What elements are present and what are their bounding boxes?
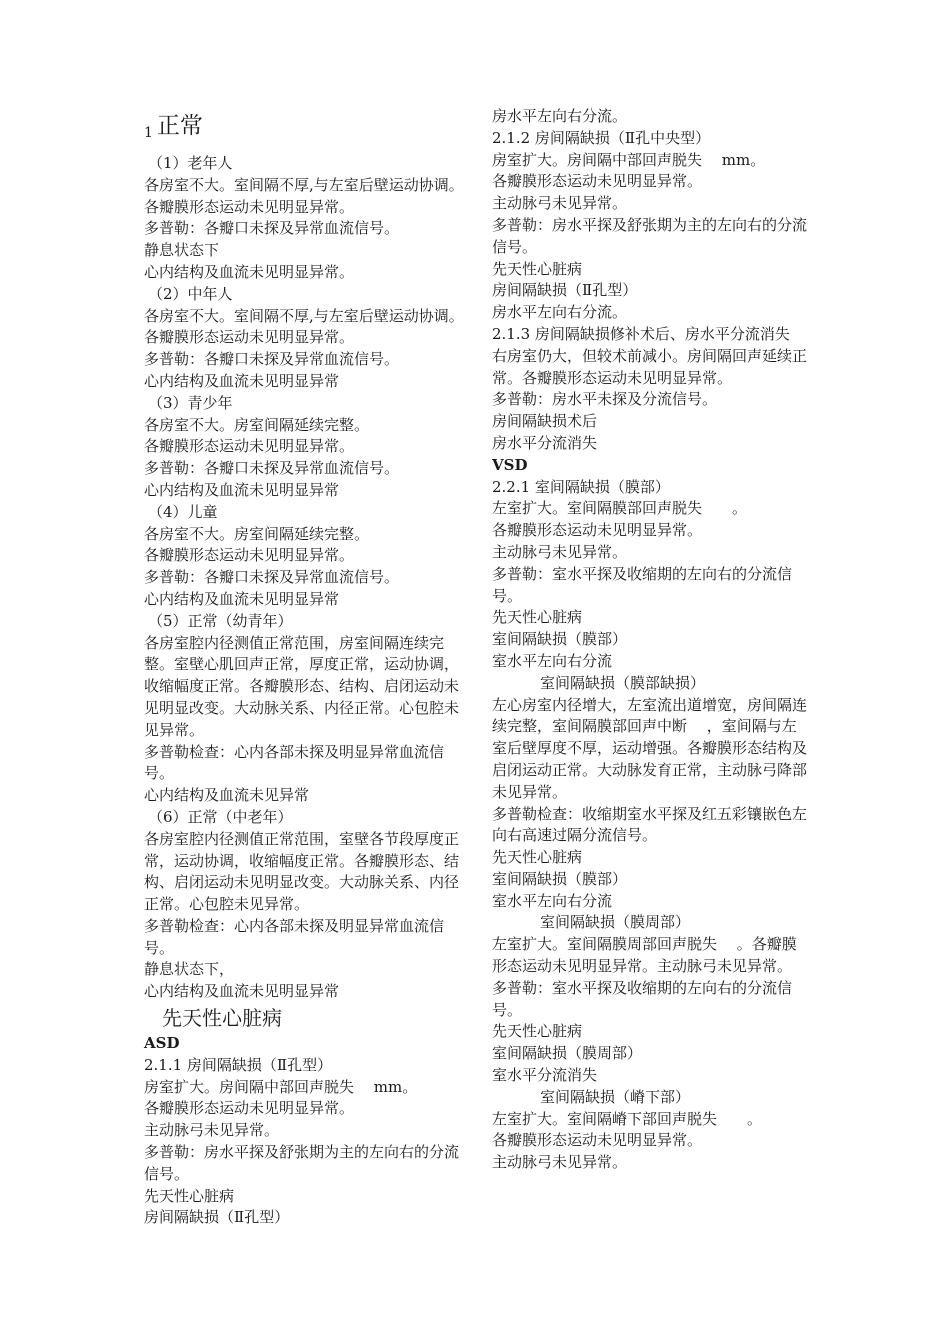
- text-line: 左室扩大。室间隔膜部回声脱失 。: [492, 499, 748, 518]
- text-line: 静息状态下: [144, 241, 220, 260]
- text-line: 室间隔缺损（膜周部）: [492, 1044, 643, 1063]
- text-line: （3）青少年: [148, 393, 233, 412]
- text-line: 静息状态下，: [144, 960, 235, 979]
- text-line: 心内结构及血流未见明显异常: [144, 589, 340, 608]
- text-line: 室间隔缺损（嵴下部）: [540, 1087, 691, 1106]
- text-line: 先天性心脏病: [492, 848, 583, 867]
- text-line: 多普勒：各瓣口未探及异常血流信号。: [144, 350, 400, 369]
- text-line: 多普勒：室水平探及收缩期的左向右的分流信号。: [492, 564, 793, 605]
- text-line: 多普勒检查：心内各部未探及明显异常血流信号。: [144, 916, 445, 957]
- text-line: VSD: [492, 455, 528, 474]
- text-line: 各瓣膜形态运动未见明显异常。: [144, 546, 355, 565]
- text-line: 心内结构及血流未见明显异常。: [144, 262, 355, 281]
- text-line: 2.1.3 房间隔缺损修补术后、房水平分流消失: [492, 324, 790, 343]
- text-line: 各房室不大。房室间隔延续完整。: [144, 415, 370, 434]
- text-line: （4）儿童: [148, 502, 218, 521]
- text-line: 室间隔缺损（膜部缺损）: [540, 673, 706, 692]
- text-line: 室间隔缺损（膜部）: [492, 630, 628, 649]
- text-line: （5）正常（幼青年）: [148, 611, 293, 630]
- text-line: 左心房室内径增大，左室流出道增宽，房间隔连续完整，室间隔膜部回声中断 ，室间隔与左室后壁厚度不厚，运动增强。各瓣膜形态结构及启闭运动正常。大动脉发育正常，主动脉弓降部未见异常。: [492, 695, 808, 801]
- right-text-lines: [492, 106, 810, 1174]
- text-line: 多普勒：室水平探及收缩期的左向右的分流信号。: [492, 978, 793, 1019]
- text-line: 房室扩大。房间隔中部回声脱失 mm。: [492, 150, 766, 169]
- text-line: （6）正常（中老年）: [148, 807, 293, 826]
- text-line: 各房室不大。室间隔不厚,与左室后壁运动协调。各瓣膜形态运动未见明显异常。: [144, 306, 464, 347]
- text-line: 多普勒检查：心内各部未探及明显异常血流信号。: [144, 742, 445, 783]
- text-line: 室水平分流消失: [492, 1066, 598, 1085]
- text-line: 先天性心脏病: [492, 259, 583, 278]
- text-line: 房间隔缺损术后: [492, 412, 598, 431]
- text-line: 各瓣膜形态运动未见明显异常。: [492, 521, 703, 540]
- section-heading: [144, 106, 464, 153]
- text-line: 主动脉弓未见异常。: [492, 542, 628, 561]
- text-line: 先天性心脏病: [492, 608, 583, 627]
- text-line: 各房室腔内径测值正常范围，房室间隔连续完整。室壁心肌回声正常，厚度正常，运动协调，收缩幅度正常。各瓣膜形态、结构、启闭运动未见明显改变。大动脉关系、内径正常。心包腔未见异常。: [144, 633, 460, 739]
- text-line: 心内结构及血流未见明显异常: [144, 480, 340, 499]
- text-line: 房室扩大。房间隔中部回声脱失 mm。: [144, 1077, 418, 1096]
- text-line: 房水平分流消失: [492, 433, 598, 452]
- section-number: 1: [144, 125, 153, 141]
- text-line: 各瓣膜形态运动未见明显异常。: [144, 437, 355, 456]
- right-column: [492, 106, 810, 1174]
- text-line: 心内结构及血流未见异常: [144, 786, 310, 805]
- text-line: ASD: [144, 1034, 180, 1053]
- text-line: 多普勒：各瓣口未探及异常血流信号。: [144, 219, 400, 238]
- text-line: 心内结构及血流未见明显异常: [144, 371, 340, 390]
- left-column: [144, 106, 464, 1229]
- text-line: 2.1.1 房间隔缺损（Ⅱ孔型）: [144, 1055, 333, 1074]
- text-line: 主动脉弓未见异常。: [492, 194, 628, 213]
- text-line: 室间隔缺损（膜周部）: [540, 913, 691, 932]
- text-line: 先天性心脏病: [162, 1006, 282, 1031]
- text-line: 各房室不大。房室间隔延续完整。: [144, 524, 370, 543]
- text-line: （2）中年人: [148, 284, 233, 303]
- text-line: 2.2.1 室间隔缺损（膜部）: [492, 477, 670, 496]
- left-text-lines: [144, 153, 464, 1229]
- text-line: 主动脉弓未见异常。: [492, 1153, 628, 1172]
- text-line: 多普勒：房水平探及舒张期为主的左向右的分流信号。: [492, 215, 808, 256]
- text-line: 多普勒：房水平探及舒张期为主的左向右的分流信号。: [144, 1143, 460, 1183]
- text-line: 左室扩大。室间隔膜周部回声脱失 。各瓣膜形态运动未见明显异常。主动脉弓未见异常。: [492, 935, 797, 976]
- text-line: 多普勒：各瓣口未探及异常血流信号。: [144, 459, 400, 478]
- text-line: 多普勒检查：收缩期室水平探及红五彩镶嵌色左向右高速过隔分流信号。: [492, 804, 808, 845]
- text-line: 房水平左向右分流。: [492, 107, 628, 125]
- text-line: 右房室仍大，但较术前减小。房间隔回声延续正常。各瓣膜形态运动未见明显异常。: [492, 346, 808, 387]
- text-line: 多普勒：各瓣口未探及异常血流信号。: [144, 568, 400, 587]
- text-line: 各房室腔内径测值正常范围，室壁各节段厚度正常，运动协调，收缩幅度正常。各瓣膜形态、结构、启闭运动未见明显改变。大动脉关系、内径正常。心包腔未见异常。: [144, 829, 460, 914]
- text-line: 左室扩大。室间隔嵴下部回声脱失 。: [492, 1109, 763, 1128]
- section-title: 正常: [156, 113, 203, 139]
- text-line: 先天性心脏病: [492, 1022, 583, 1041]
- text-line: 各瓣膜形态运动未见明显异常。: [144, 1099, 355, 1118]
- text-line: 室水平左向右分流: [492, 891, 613, 910]
- text-line: （1）老年人: [148, 154, 233, 172]
- text-line: 各瓣膜形态运动未见明显异常。: [492, 172, 703, 191]
- text-line: 各房室不大。室间隔不厚,与左室后壁运动协调。各瓣膜形态运动未见明显异常。: [144, 175, 464, 216]
- text-line: 各瓣膜形态运动未见明显异常。: [492, 1131, 703, 1150]
- text-line: 多普勒：房水平未探及分流信号。: [492, 390, 718, 409]
- text-line: 房间隔缺损（Ⅱ孔型）: [492, 281, 638, 300]
- text-line: 室间隔缺损（膜部）: [492, 869, 628, 888]
- text-line: 主动脉弓未见异常。: [144, 1121, 280, 1140]
- text-line: 房间隔缺损（Ⅱ孔型）: [144, 1208, 290, 1227]
- text-line: 房水平左向右分流。: [492, 303, 628, 322]
- text-line: 心内结构及血流未见明显异常: [144, 982, 340, 1001]
- text-line: 先天性心脏病: [144, 1186, 235, 1205]
- text-line: 2.1.2 房间隔缺损（Ⅱ孔中央型）: [492, 128, 711, 147]
- text-line: 室水平左向右分流: [492, 651, 613, 670]
